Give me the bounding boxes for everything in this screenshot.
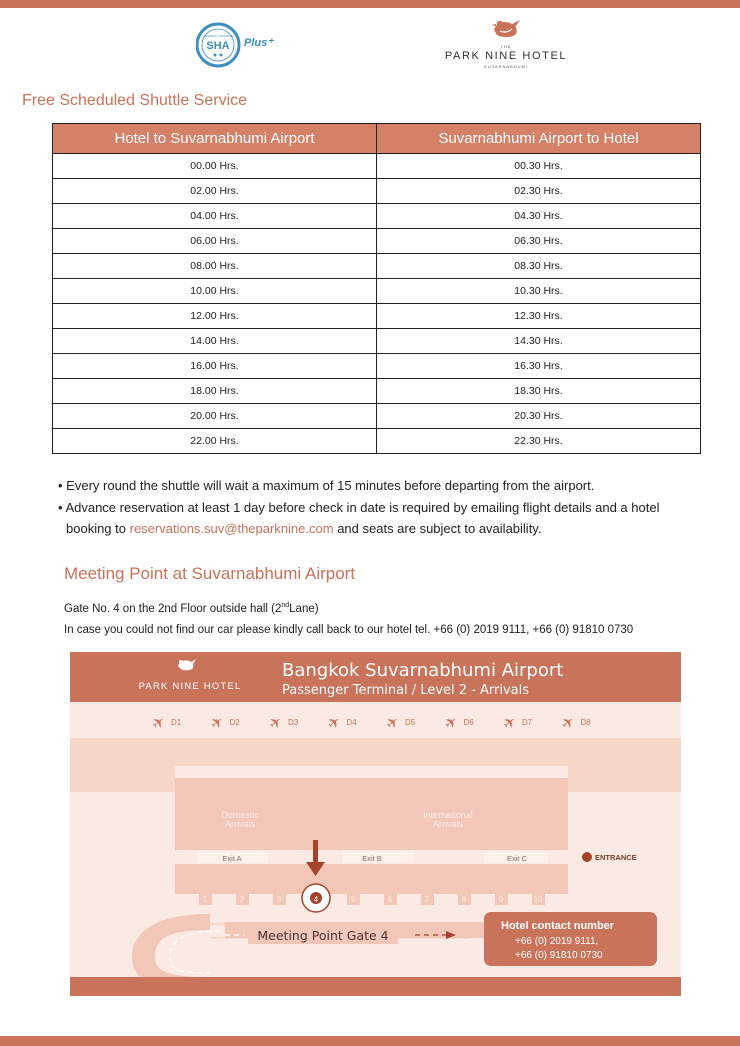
contact-phone-1: +66 (0) 2019 9111,	[515, 936, 599, 947]
shuttle-notes	[58, 475, 698, 540]
bird-icon	[488, 16, 524, 42]
shuttle-title: Free Scheduled Shuttle Service	[22, 92, 248, 109]
departure-airport-time: 16.30 Hrs.	[377, 354, 701, 379]
departure-airport-time: 12.30 Hrs.	[377, 304, 701, 329]
map-subtitle: Passenger Terminal / Level 2 - Arrivals	[282, 683, 529, 698]
meeting-point-label: Meeting Point Gate 4	[257, 928, 389, 943]
gate-info-text: Gate No. 4 on the 2nd Floor outside hall (2	[64, 602, 282, 615]
column-header-to-airport: Hotel to Suvarnabhumi Airport	[53, 124, 377, 154]
contact-info: In case you could not find our car please kindly call back to our hotel tel. +66 (0) 2019 9111, +66 (0) 91810 0730	[64, 623, 634, 636]
sha-top-text: AMAZING THAILAND	[203, 34, 233, 38]
gate-1	[199, 892, 212, 905]
plane-icon: ✈	[206, 711, 228, 734]
table-row	[53, 204, 701, 229]
exit-a-label: Exit A	[222, 854, 242, 863]
departure-hotel-time: 22.00 Hrs.	[53, 429, 377, 454]
gate-info-lane: Lane)	[289, 602, 319, 615]
area-international-arrivals: Arrivals	[432, 819, 464, 829]
table-row	[53, 179, 701, 204]
table-row	[53, 354, 701, 379]
door-label: D1	[171, 718, 182, 727]
table-row	[53, 379, 701, 404]
gate-number: 5	[350, 895, 356, 904]
gate-info-sup: nd	[281, 602, 290, 609]
note-availability-text: and seats are subject to availability.	[333, 521, 542, 536]
gate-number: 9	[498, 895, 504, 904]
departure-hotel-time: 02.00 Hrs.	[53, 179, 377, 204]
plane-icon: ✈	[382, 711, 404, 734]
note-reservation-line1: • Advance reservation at least 1 day before check in date is required by emailing flight details and a hotel	[58, 499, 660, 515]
gate-4	[302, 884, 330, 912]
gate-number: 3	[276, 895, 282, 904]
shuttle-schedule-table	[52, 123, 701, 454]
gate-3	[273, 892, 286, 905]
meeting-point-details	[64, 595, 633, 641]
departure-airport-time: 14.30 Hrs.	[377, 329, 701, 354]
departure-hotel-time: 14.00 Hrs.	[53, 329, 377, 354]
sha-plus-text: Plus⁺	[244, 37, 274, 49]
table-row	[53, 279, 701, 304]
gate-arrow-shaft	[313, 840, 318, 862]
departure-airport-time: 00.30 Hrs.	[377, 154, 701, 179]
table-row	[53, 229, 701, 254]
reservation-email-link[interactable]: reservations.suv@theparknine.com	[129, 521, 334, 536]
plane-icon: ✈	[440, 711, 462, 734]
table-row	[53, 329, 701, 354]
table-row	[53, 304, 701, 329]
airport-map-svg	[70, 652, 681, 996]
departure-airport-time: 02.30 Hrs.	[377, 179, 701, 204]
departure-hotel-time: 12.00 Hrs.	[53, 304, 377, 329]
gate-2	[236, 892, 249, 905]
top-accent-bar	[0, 0, 740, 8]
plane-icon: ✈	[148, 711, 170, 734]
table-row	[53, 254, 701, 279]
departure-hotel-time: 00.00 Hrs.	[53, 154, 377, 179]
departure-airport-time: 22.30 Hrs.	[377, 429, 701, 454]
departure-airport-time: 04.30 Hrs.	[377, 204, 701, 229]
departure-hotel-time: 10.00 Hrs.	[53, 279, 377, 304]
bottom-accent-bar	[0, 1036, 740, 1046]
departure-hotel-time: 16.00 Hrs.	[53, 354, 377, 379]
table-row	[53, 404, 701, 429]
departure-hotel-time: 18.00 Hrs.	[53, 379, 377, 404]
door-label: D5	[405, 718, 416, 727]
area-domestic-arrivals: Arrivals	[224, 819, 256, 829]
gate-number: 1	[202, 895, 208, 904]
area-international: International	[423, 810, 473, 820]
exit-c-label: Exit C	[506, 854, 528, 863]
hotel-the-text: THE	[500, 44, 512, 49]
column-header-to-hotel: Suvarnabhumi Airport to Hotel	[377, 124, 701, 154]
meeting-point-title: Meeting Point at Suvarnabhumi Airport	[64, 564, 356, 583]
door-label: D7	[522, 718, 533, 727]
door-label: D6	[463, 718, 474, 727]
gate-number: 6	[387, 895, 393, 904]
plane-icon: ✈	[265, 711, 287, 734]
door-label: D8	[580, 718, 591, 727]
hotel-name: PARK NINE HOTEL	[444, 50, 568, 62]
door-label: D4	[346, 718, 357, 727]
gate-9	[495, 892, 508, 905]
sha-plus-logo	[196, 20, 286, 70]
note-reservation-line2	[58, 518, 698, 540]
sha-text: SHA	[206, 40, 230, 52]
departure-airport-time: 10.30 Hrs.	[377, 279, 701, 304]
gate-number: 2	[239, 895, 245, 904]
entrance-label: ENTRANCE	[595, 853, 637, 862]
gate-10	[532, 892, 545, 905]
plane-icon: ✈	[323, 711, 345, 734]
hotel-logo	[440, 16, 572, 74]
gate-number: 7	[424, 895, 430, 904]
gate-6	[384, 892, 397, 905]
gate-7	[421, 892, 434, 905]
note-wait-time: • Every round the shuttle will wait a maximum of 15 minutes before departing from the airport.	[58, 478, 595, 493]
gate-info	[64, 595, 633, 620]
table-row	[53, 154, 701, 179]
departure-airport-time: 06.30 Hrs.	[377, 229, 701, 254]
gate-number: 4	[313, 895, 319, 904]
map-title: Bangkok Suvarnabhumi Airport	[282, 660, 564, 681]
entrance-marker	[582, 852, 592, 862]
departure-airport-time: 18.30 Hrs.	[377, 379, 701, 404]
departure-hotel-time: 08.00 Hrs.	[53, 254, 377, 279]
area-domestic: Domestic	[221, 810, 259, 820]
note-booking-text: booking to	[66, 521, 130, 536]
gate-number: 8	[461, 895, 467, 904]
gate-number: 10	[533, 895, 543, 904]
contact-title: Hotel contact number	[501, 920, 615, 932]
door-label: D2	[229, 718, 240, 727]
table-header-row	[53, 124, 701, 154]
plane-icon: ✈	[557, 711, 579, 734]
departure-airport-time: 08.30 Hrs.	[377, 254, 701, 279]
corridor	[70, 738, 681, 766]
map-bottom-band	[70, 977, 681, 996]
table-row	[53, 429, 701, 454]
departure-hotel-time: 06.00 Hrs.	[53, 229, 377, 254]
terminal-building	[175, 778, 568, 894]
gate-5	[347, 892, 360, 905]
contact-phone-2: +66 (0) 91810 0730	[515, 950, 603, 961]
departure-airport-time: 20.30 Hrs.	[377, 404, 701, 429]
map-logo-name: PARK NINE HOTEL	[138, 681, 242, 692]
plane-icon: ✈	[499, 711, 521, 734]
exit-b-label: Exit B	[362, 854, 382, 863]
departure-hotel-time: 20.00 Hrs.	[53, 404, 377, 429]
departure-hotel-time: 04.00 Hrs.	[53, 204, 377, 229]
door-label: D3	[288, 718, 299, 727]
gate-8	[458, 892, 471, 905]
hotel-location: SUVARNABHUMI	[484, 64, 528, 69]
airport-map	[70, 652, 681, 996]
